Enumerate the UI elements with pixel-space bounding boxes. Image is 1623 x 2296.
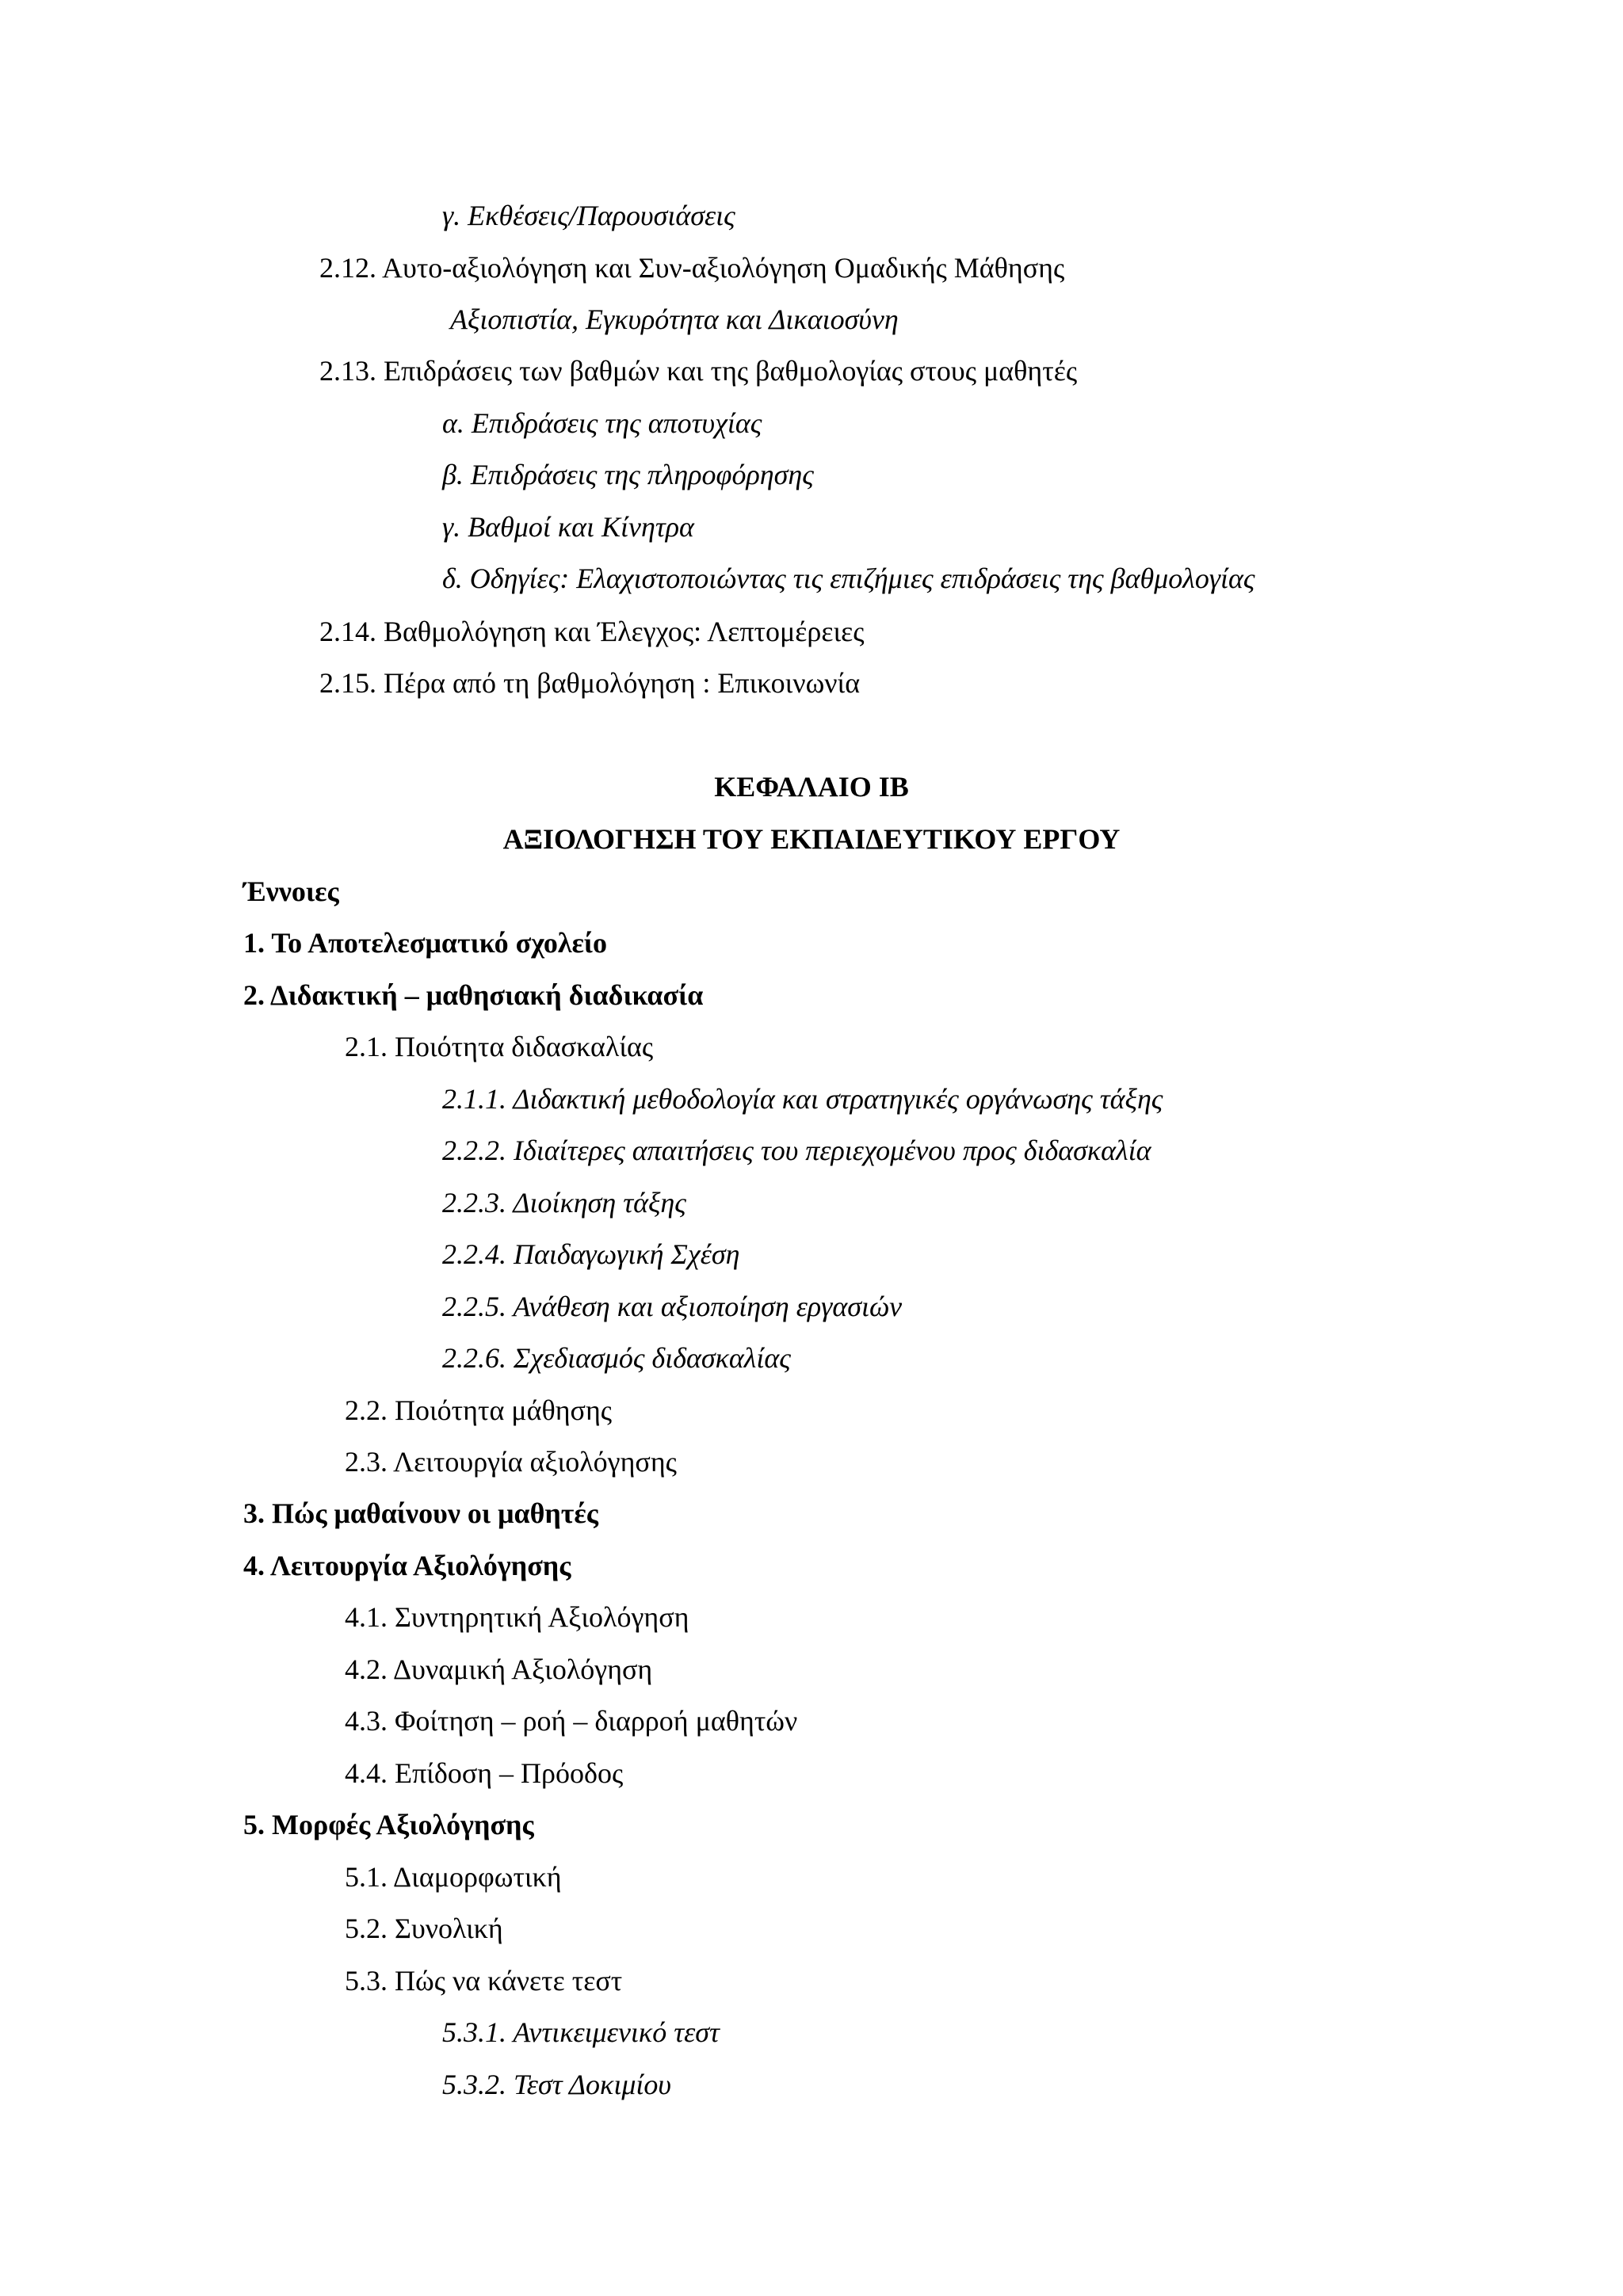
toc-entry-section: 4.1. Συντηρητική Αξιολόγηση bbox=[345, 1601, 689, 1633]
toc-entry-subitem: α. Επιδράσεις της αποτυχίας bbox=[442, 407, 762, 439]
toc-entry-section: 5.1. Διαμορφωτική bbox=[345, 1861, 562, 1893]
toc-entry-section: 2.15. Πέρα από τη βαθμολόγηση : Επικοινωνία bbox=[319, 667, 861, 699]
toc-entry-section: 2.3. Λειτουργία αξιολόγησης bbox=[345, 1446, 677, 1478]
chapter-title: ΑΞΙΟΛΟΓΗΣΗ ΤΟΥ ΕΚΠΑΙΔΕΥΤΙΚΟΥ ΕΡΓΟΥ bbox=[502, 823, 1121, 855]
toc-entry-subitem: γ. Βαθμοί και Κίνητρα bbox=[442, 511, 694, 543]
toc-entry-subsection: 2.2.3. Διοίκηση τάξης bbox=[442, 1187, 686, 1219]
toc-entry-subsection: 2.2.6. Σχεδιασμός διδασκαλίας bbox=[442, 1342, 791, 1374]
toc-entry-subitem: Αξιοπιστία, Εγκυρότητα και Δικαιοσύνη bbox=[450, 303, 899, 335]
toc-entry-section: 2.12. Αυτο-αξιολόγηση και Συν-αξιολόγηση Ομαδικής Μάθησης bbox=[319, 252, 1065, 284]
toc-entry-subsection: 2.2.2. Ιδιαίτερες απαιτήσεις του περιεχομένου προς διδασκαλία bbox=[442, 1135, 1151, 1166]
toc-entry-top: 3. Πώς μαθαίνουν οι μαθητές bbox=[243, 1497, 598, 1529]
toc-entry-subitem: δ. Οδηγίες: Ελαχιστοποιώντας τις επιζήμιες επιδράσεις της βαθμολογίας bbox=[442, 563, 1255, 594]
toc-entry-subsection: 2.2.4. Παιδαγωγική Σχέση bbox=[442, 1238, 740, 1270]
toc-entry-top: Έννοιες bbox=[243, 875, 339, 907]
toc-entry-subitem: β. Επιδράσεις της πληροφόρησης bbox=[442, 459, 814, 490]
toc-entry-section: 2.14. Βαθμολόγηση και Έλεγχος: Λεπτομέρειες bbox=[319, 616, 865, 647]
toc-entry-section: 5.2. Συνολική bbox=[345, 1913, 503, 1944]
toc-entry-section: 2.1. Ποιότητα διδασκαλίας bbox=[345, 1031, 654, 1062]
toc-entry-section: 4.2. Δυναμική Αξιολόγηση bbox=[345, 1653, 653, 1685]
toc-entry-top: 1. Το Αποτελεσματικό σχολείο bbox=[243, 927, 608, 959]
toc-entry-subitem: γ. Εκθέσεις/Παρουσιάσεις bbox=[442, 200, 735, 231]
toc-entry-subsection: 2.1.1. Διδακτική μεθοδολογία και στρατηγικές οργάνωσης τάξης bbox=[442, 1083, 1163, 1115]
toc-entry-section: 2.13. Επιδράσεις των βαθμών και της βαθμολογίας στους μαθητές bbox=[319, 355, 1078, 387]
toc-entry-top: 2. Διδακτική – μαθησιακή διαδικασία bbox=[243, 979, 704, 1011]
toc-entry-section: 4.4. Επίδοση – Πρόοδος bbox=[345, 1757, 624, 1789]
toc-entry-subsection: 5.3.2. Τεστ Δοκιμίου bbox=[442, 2069, 671, 2100]
chapter-label: ΚΕΦΑΛΑΙΟ ΙΒ bbox=[714, 771, 909, 803]
toc-entry-top: 5. Μορφές Αξιολόγησης bbox=[243, 1809, 534, 1840]
toc-entry-section: 2.2. Ποιότητα μάθησης bbox=[345, 1394, 613, 1426]
toc-entry-section: 5.3. Πώς να κάνετε τεστ bbox=[345, 1965, 623, 1997]
toc-entry-subsection: 2.2.5. Ανάθεση και αξιοποίηση εργασιών bbox=[442, 1291, 903, 1322]
toc-entry-subsection: 5.3.1. Αντικειμενικό τεστ bbox=[442, 2016, 720, 2048]
toc-entry-section: 4.3. Φοίτηση – ροή – διαρροή μαθητών bbox=[345, 1705, 798, 1737]
toc-entry-top: 4. Λειτουργία Αξιολόγησης bbox=[243, 1550, 571, 1581]
